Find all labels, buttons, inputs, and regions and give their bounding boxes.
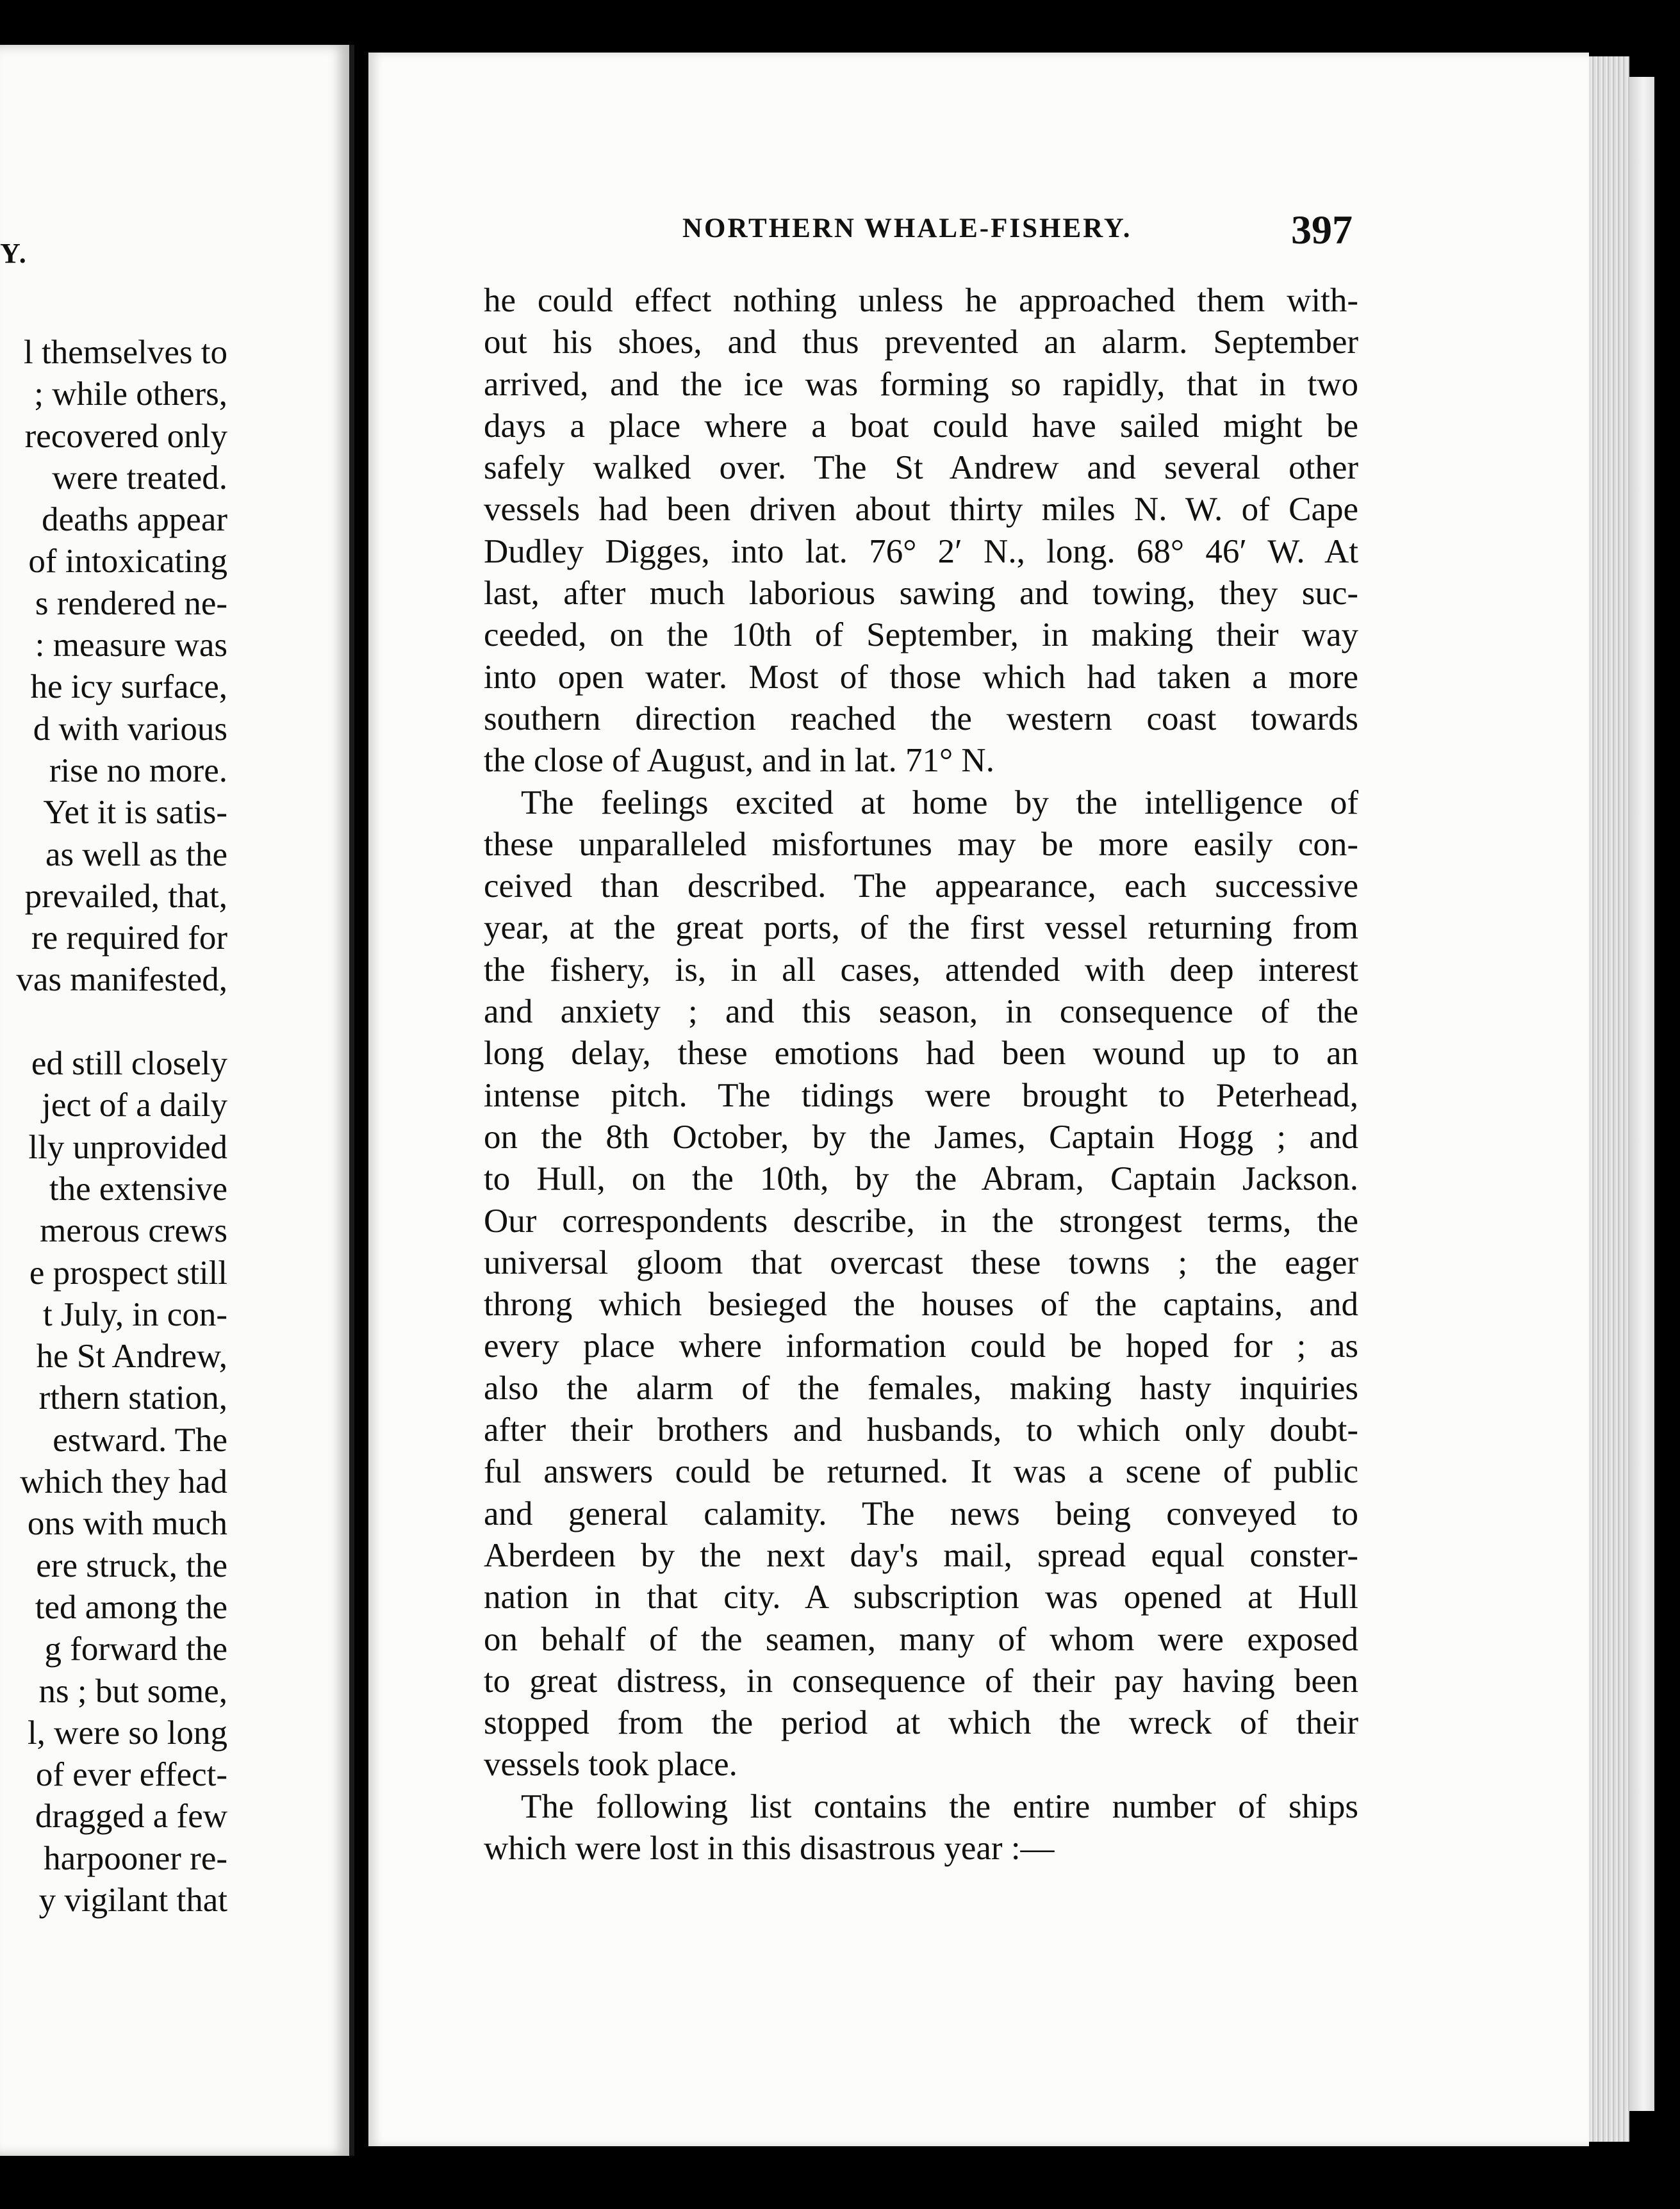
text-line: arrived, and the ice was forming so rapidly, that in two	[484, 365, 1358, 403]
text-line: intense pitch. The tidings were brought to Peterhead,	[484, 1076, 1358, 1114]
text-line: rise no more.	[49, 751, 227, 789]
text-line: The feelings excited at home by the intelligence of	[521, 784, 1358, 821]
text-line: ceived than described. The appearance, each successive	[484, 867, 1358, 905]
text-line: southern direction reached the western coast towards	[484, 700, 1358, 737]
text-line: he St Andrew,	[36, 1338, 227, 1375]
text-line: ; while others,	[34, 375, 227, 413]
text-line: deaths appear	[42, 501, 227, 539]
text-line: recovered only	[24, 417, 227, 455]
left-page	[0, 45, 354, 2156]
text-line: the close of August, and in lat. 71° N.	[484, 742, 994, 780]
text-line: vessels had been driven about thirty miles N. W. of Cape	[484, 491, 1358, 529]
text-line: out his shoes, and thus prevented an alarm. September	[484, 324, 1358, 361]
text-line: which they had	[20, 1463, 227, 1501]
text-line: to great distress, in consequence of their pay having been	[484, 1662, 1358, 1700]
text-line: Dudley Digges, into lat. 76° 2′ N., long. 68° 46′ W. At	[484, 532, 1358, 570]
text-line: harpooner re-	[44, 1839, 227, 1877]
page-number: 397	[1291, 207, 1353, 252]
text-line: last, after much laborious sawing and towing, they suc-	[484, 575, 1358, 612]
text-line: on the 8th October, by the James, Captain Hogg ; and	[484, 1118, 1358, 1156]
text-line: l themselves to	[24, 334, 227, 371]
right-page	[368, 53, 1589, 2146]
book-page-edges	[1583, 56, 1629, 2142]
text-line: as well as the	[45, 835, 227, 873]
text-line: s rendered ne-	[35, 584, 227, 622]
text-line: Our correspondents describe, in the strongest terms, the	[484, 1202, 1358, 1240]
text-line: after their brothers and husbands, to which only doubt-	[484, 1411, 1358, 1449]
text-line: ceeded, on the 10th of September, in making their way	[484, 616, 1358, 654]
text-line: of ever effect-	[35, 1756, 227, 1794]
text-line: g forward the	[44, 1630, 227, 1668]
text-line: l, were so long	[27, 1714, 227, 1752]
text-line: ject of a daily	[42, 1087, 227, 1124]
text-line: long delay, these emotions had been wound up to an	[484, 1035, 1358, 1072]
text-line: ons with much	[27, 1505, 227, 1543]
text-line: every place where information could be hoped for ; as	[484, 1327, 1358, 1365]
text-line: throng which besieged the houses of the captains, and	[484, 1286, 1358, 1324]
text-line: merous crews	[40, 1212, 227, 1250]
text-line: y vigilant that	[38, 1881, 227, 1919]
text-line: rthern station,	[38, 1379, 227, 1417]
text-line: these unparalleled misfortunes may be more easily con-	[484, 825, 1358, 863]
text-line: re required for	[31, 919, 227, 957]
text-line: safely walked over. The St Andrew and several other	[484, 449, 1358, 487]
text-line: vas manifested,	[16, 961, 227, 999]
text-line: : measure was	[35, 627, 227, 664]
text-line: to Hull, on the 10th, by the Abram, Captain Jackson.	[484, 1160, 1358, 1198]
text-line: estward. The	[53, 1421, 227, 1459]
text-line: year, at the great ports, of the first vessel returning from	[484, 909, 1358, 947]
paragraph-gap	[0, 1001, 227, 1043]
text-line: the extensive	[49, 1170, 227, 1208]
text-line: e prospect still	[29, 1254, 227, 1292]
text-line: ted among the	[35, 1588, 227, 1626]
text-line: Aberdeen by the next day's mail, spread equal conster-	[484, 1536, 1358, 1574]
text-line: vessels took place.	[484, 1746, 737, 1784]
text-line: which were lost in this disastrous year :—	[484, 1829, 1055, 1867]
text-line: of intoxicating	[28, 543, 227, 580]
text-line: on behalf of the seamen, many of whom were exposed	[484, 1620, 1358, 1658]
text-line: ere struck, the	[36, 1547, 227, 1584]
text-line: into open water. Most of those which had taken a more	[484, 658, 1358, 696]
text-line: prevailed, that,	[24, 877, 227, 915]
text-line: days a place where a boat could have sailed might be	[484, 407, 1358, 445]
book-page-edges-outer	[1627, 77, 1654, 2111]
text-line: and anxiety ; and this season, in consequence of the	[484, 993, 1358, 1031]
running-head: NORTHERN WHALE-FISHERY.	[682, 213, 1132, 243]
text-line: dragged a few	[35, 1798, 227, 1835]
text-line: ns ; but some,	[38, 1672, 227, 1710]
text-line: lly unprovided	[28, 1128, 227, 1166]
text-line: he icy surface,	[30, 668, 227, 706]
text-line: also the alarm of the females, making hasty inquiries	[484, 1369, 1358, 1407]
text-line: stopped from the period at which the wreck of their	[484, 1704, 1358, 1742]
text-line: d with various	[33, 710, 227, 748]
left-running-head-fragment: Y.	[0, 238, 28, 269]
text-line: nation in that city. A subscription was opened at Hull	[484, 1579, 1358, 1616]
text-line: Yet it is satis-	[43, 794, 227, 832]
text-line: ed still closely	[31, 1045, 227, 1083]
text-line: and general calamity. The news being conveyed to	[484, 1495, 1358, 1532]
body-text	[484, 280, 1358, 1869]
text-line: ful answers could be returned. It was a scene of public	[484, 1453, 1358, 1491]
text-line: he could effect nothing unless he approached them with-	[484, 282, 1358, 319]
text-line: The following list contains the entire number of ships	[521, 1787, 1358, 1825]
text-line: t July, in con-	[42, 1295, 227, 1333]
text-line: were treated.	[52, 459, 227, 497]
text-line: universal gloom that overcast these towns ; the eager	[484, 1244, 1358, 1281]
text-line: the fishery, is, in all cases, attended with deep interest	[484, 951, 1358, 989]
left-page-text	[0, 332, 227, 1921]
